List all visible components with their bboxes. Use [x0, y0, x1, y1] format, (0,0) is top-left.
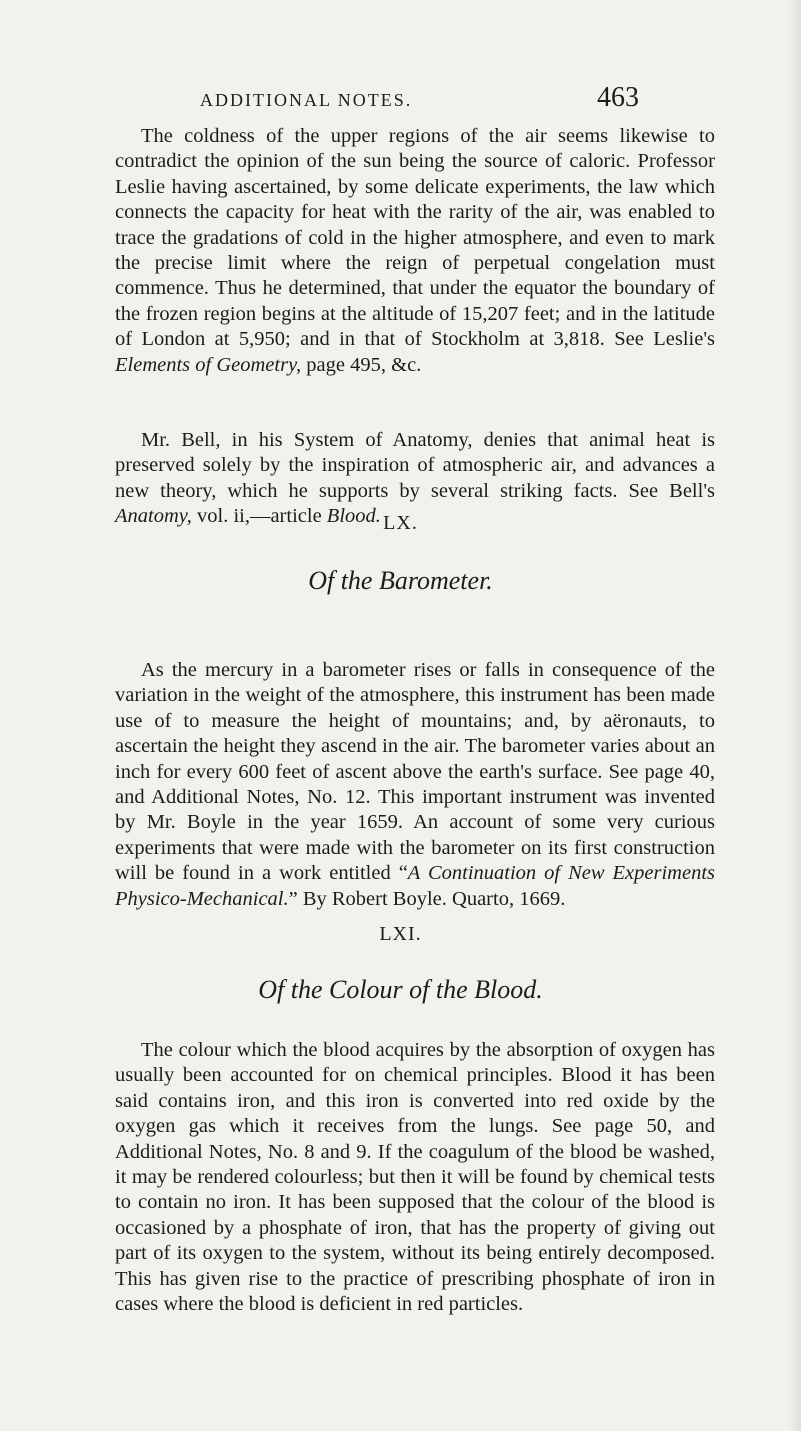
section-title-barometer: Of the Barometer.	[308, 566, 493, 595]
book-title-continuation: A Continuation of New Experiments Physico-Mechanical.	[115, 862, 715, 910]
running-head: ADDITIONAL NOTES.	[200, 90, 413, 110]
paragraph-text	[115, 658, 715, 912]
paragraph-text: The colour which the blood acquires by the absorption of oxygen has usually been accounted for on chemical principles. Blood it has been said contains iron, and this iron is converted into red oxide by the oxygen gas which it receives from the lungs. See page 50, and Additional Notes, No. 8 and 9. If the coagulum of the blood be washed, it may be rendered colourless; but then it will be found by chemical tests to contain no iron. It has been supposed that the colour of the blood is occasioned by a phosphate of iron, that has the property of giving out part of its oxygen to the system, without its being entirely decomposed. This has given rise to the practice of prescribing phosphate of iron in cases where the blood is deficient in red particles.	[115, 1039, 715, 1316]
paragraph-text-part: Mr. Bell, in his System of Anatomy, denies that animal heat is preserved solely by the inspiration of atmospheric air, and advances a new theory, which he supports by several striking facts. See Bell's	[115, 429, 715, 502]
section-number-lx: LX.	[383, 512, 418, 534]
paragraph-caloric	[115, 124, 715, 378]
paragraph-text-part: vol. ii,—article	[191, 505, 327, 528]
page-header	[0, 76, 801, 112]
paragraph-text	[115, 124, 715, 378]
book-title-anatomy: Anatomy,	[115, 505, 192, 528]
paragraph-text-part: As the mercury in a barometer rises or falls in consequence of the variation in the weight of the atmosphere, this instrument has been made use of to measure the height of mountains; and, by aëronauts, to ascertain the height they ascend in the air. The barometer varies about an inch for every 600 feet of ascent above the earth's surface. See page 40, and Additional Notes, No. 12. This important instrument was invented by Mr. Boyle in the year 1659. An account of some very curious experiments that were made with the barometer on its first construction will be found in a work entitled “	[115, 659, 715, 885]
paragraph-barometer	[115, 658, 715, 912]
book-title-elements-of-geometry: Elements of Geometry,	[115, 353, 302, 376]
paragraph-text-part: ” By Robert Boyle. Quarto, 1669.	[288, 887, 566, 910]
paragraph-text-part: page 495, &c.	[301, 353, 422, 376]
page-number: 463	[597, 82, 639, 113]
page-edge-shadow	[787, 0, 801, 1431]
section-title-colour-of-blood: Of the Colour of the Blood.	[258, 975, 543, 1004]
section-number-lxi: LXI.	[379, 923, 422, 945]
article-title-blood: Blood.	[326, 505, 381, 528]
paragraph-text-part: The coldness of the upper regions of the air seems likewise to contradict the opinion of the sun being the source of caloric. Professor Leslie having ascertained, by some delicate experiments, the law which connects the capacity for heat with the rarity of the air, was enabled to trace the gradations of cold in the higher atmosphere, and even to mark the precise limit where the reign of perpetual congelation must commence. Thus he determined, that under the equator the boundary of the frozen region begins at the altitude of 15,207 feet; and in the latitude of London at 5,950; and in that of Stockholm at 3,818. See Leslie's	[115, 125, 715, 351]
paragraph-colour-of-blood	[115, 1038, 715, 1317]
